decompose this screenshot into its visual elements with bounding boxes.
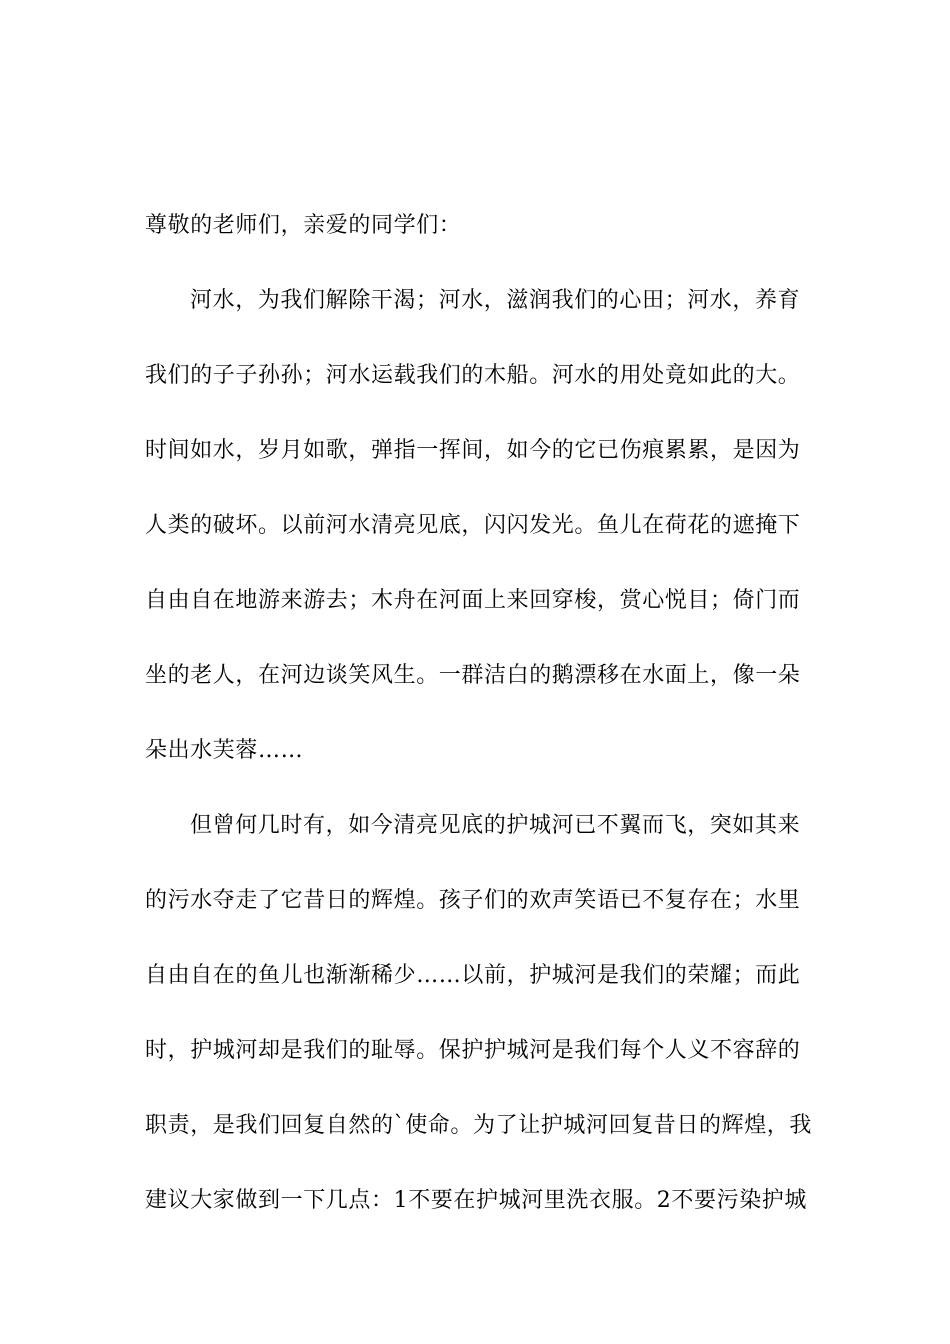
paragraph-line: 时间如水，岁月如歌，弹指一挥间，如今的它已伤痕累累，是因为	[145, 438, 801, 463]
paragraph-line: 建议大家做到一下几点：1不要在护城河里洗衣服。2不要污染护城	[145, 1188, 807, 1213]
paragraph-line: 坐的老人，在河边谈笑风生。一群洁白的鹅漂移在水面上，像一朵	[145, 663, 801, 688]
paragraph-line: 自由自在的鱼儿也渐渐稀少……以前，护城河是我们的荣耀；而此	[145, 963, 801, 988]
paragraph-line: 朵出水芙蓉……	[145, 738, 304, 763]
paragraph-line: 河水，为我们解除干渴；河水，滋润我们的心田；河水，养育	[190, 288, 801, 313]
paragraph-line: 我们的子子孙孙；河水运载我们的木船。河水的用处竟如此的大。	[145, 363, 801, 388]
paragraph-line: 职责，是我们回复自然的`使命。为了让护城河回复昔日的辉煌，我	[145, 1113, 813, 1138]
paragraph-line: 人类的破坏。以前河水清亮见底，闪闪发光。鱼儿在荷花的遮掩下	[145, 513, 801, 538]
salutation: 尊敬的老师们，亲爱的同学们：	[145, 213, 462, 238]
paragraph-line: 的污水夺走了它昔日的辉煌。孩子们的欢声笑语已不复存在；水里	[145, 888, 801, 913]
paragraph-line: 但曾何几时有，如今清亮见底的护城河已不翼而飞，突如其来	[190, 813, 801, 838]
paragraph-line: 时，护城河却是我们的耻辱。保护护城河是我们每个人义不容辞的	[145, 1038, 801, 1063]
paragraph-line: 自由自在地游来游去；木舟在河面上来回穿梭，赏心悦目；倚门而	[145, 588, 801, 613]
